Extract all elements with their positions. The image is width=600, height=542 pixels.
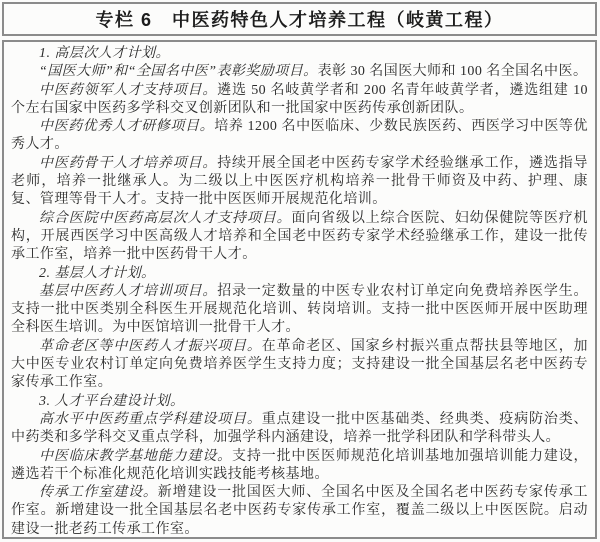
paragraph-text: 培养 1200 名中医临床、少数民族医药、西医学习中医等优秀人才。 [11,119,588,153]
paragraph-lead: “国医大师”和“全国名中医”表彰奖励项目。 [39,64,318,80]
paragraph-lead: 基层中医药人才培训项目。 [39,283,218,299]
paragraph-lead: 中医药领军人才支持项目。 [39,82,218,98]
paragraph [11,82,588,119]
paragraph-text: 面向省级以上综合医院、妇幼保健院等医疗机构，开展西医学习中医高级人才培养和全国老中医药专家学术经验继承工作，建设一批传承工作室，培养一批中医药骨干人才。 [11,210,589,263]
paragraph-text: 遴选 50 名岐黄学者和 200 名青年岐黄学者，遴选组建 10 个左右国家中医药多学科交叉创新团队和一批国家中医药传承创新团队。 [11,82,588,116]
panel-body [2,40,597,539]
paragraph-text: 招录一定数量的中医专业农村订单定向免费培养医学生。支持一批中医类别全科医生开展规范化培训、转岗培训。支持一批中医医师开展中医助理全科医生培训。为中医馆培训一批骨干人才。 [11,283,588,336]
paragraph-lead: 传承工作室建设。 [39,485,158,501]
paragraph [11,118,588,155]
paragraph [11,210,588,265]
paragraph-lead: 中医临床教学基地能力建设。 [39,448,233,464]
paragraph-text: 表彰 30 名国医大师和 100 名全国名中医。 [317,64,588,80]
paragraph-text: 新增建设一批国医大师、全国名中医及全国名老中医药专家传承工作室。新增建设一批全国基层名老中医药专家传承工作室，覆盖二级以上中医医院。启动建设一批老药工传承工作室。 [11,485,588,537]
paragraph-text: 重点建设一批中医基础类、经典类、疫病防治类、中药类和多学科交叉重点学科，加强学科内涵建设，培养一批学科团队和学科带头人。 [11,411,589,446]
paragraph [11,155,588,210]
paragraph-text: 持续开展全国老中医药专家学术经验继承工作，遴选指导老师，培养一批继承人。为二级以上中医医疗机构培养一批骨干师资及中药、护理、康复、管理等骨干人才。支持一批中医医师开展规范化培训。 [11,155,588,208]
paragraph-lead: 中医药优秀人才研修项目。 [39,119,215,135]
panel-title: 专栏 6 中医药特色人才培养工程（岐黄工程） [95,10,504,30]
panel-title-box [2,2,597,36]
paragraph-lead: 综合医院中医药高层次人才支持项目。 [39,210,292,226]
paragraph [11,283,588,338]
paragraph-lead: 高水平中医药重点学科建设项目。 [39,411,262,427]
section-heading-2: 2. 基层人才计划。 [39,265,156,281]
paragraph [11,411,588,448]
paragraph [11,448,588,485]
section-heading-3: 3. 人才平台建设计划。 [39,393,185,409]
section-heading-1: 1. 高层次人才计划。 [39,46,170,61]
paragraph [11,484,588,539]
paragraph-lead: 中医药骨干人才培养项目。 [39,155,218,171]
paragraph-lead: 革命老区等中医药人才振兴项目。 [39,338,262,354]
paragraph-text: 在革命老区、国家乡村振兴重点帮扶县等地区，加大中医专业农村订单定向免费培养医学生支持力度；支持建设一批全国基层名老中医药专家传承工作室。 [11,338,589,391]
paragraph [11,338,588,393]
paragraph-text: 支持一批中医医师规范化培训基地加强培训能力建设，遴选若干个标准化规范化培训实践技能考核基地。 [11,448,588,482]
paragraph [11,63,588,81]
